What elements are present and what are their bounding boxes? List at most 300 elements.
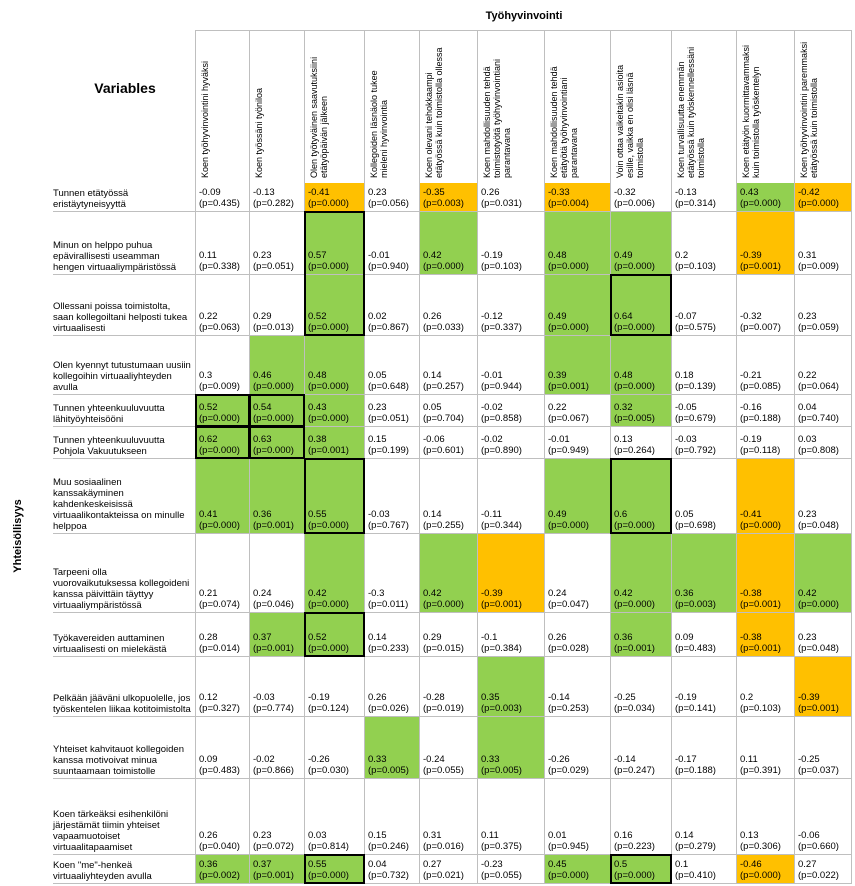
table-cell [305,459,364,533]
p-value: (p=0.009) [798,261,839,272]
correlation-value: 0.48 [548,250,567,261]
correlation-value: 0.43 [740,187,759,198]
p-value: (p=0.051) [368,413,409,424]
p-value: (p=0.483) [199,765,240,776]
correlation-value: 0.64 [614,311,633,322]
correlation-value: 0.05 [423,402,442,413]
p-value: (p=0.003) [423,198,464,209]
table-cell [420,212,477,274]
table-cell [795,779,851,854]
table-cell [611,275,671,335]
table-cell [196,613,249,656]
table-cell [611,427,671,458]
table-cell [545,395,610,426]
table-cell [737,336,794,394]
correlation-value: 0.27 [423,859,442,870]
table-cell [305,212,364,274]
p-value: (p=0.000) [798,599,839,610]
table-cell [420,534,477,612]
correlation-value: 0.12 [199,692,218,703]
correlation-value: -0.03 [368,509,390,520]
correlation-value: 0.26 [548,632,567,643]
p-value: (p=0.000) [548,322,589,333]
correlation-value: 0.63 [253,434,272,445]
table-cell [365,657,419,716]
p-value: (p=0.019) [423,703,464,714]
correlation-value: -0.02 [481,434,503,445]
p-value: (p=0.000) [308,643,349,654]
p-value: (p=0.033) [423,322,464,333]
correlation-value: -0.46 [740,859,762,870]
correlation-value: 0.23 [368,402,387,413]
p-value: (p=0.059) [798,322,839,333]
correlation-value: 0.23 [798,509,817,520]
correlation-value: 0.35 [481,692,500,703]
table-cell [611,395,671,426]
p-value: (p=0.000) [308,261,349,272]
table-cell [250,717,304,778]
table-cell [478,717,544,778]
p-value: (p=0.000) [253,445,294,456]
p-value: (p=0.000) [740,520,781,531]
correlation-value: -0.32 [614,187,636,198]
grid-line [794,30,795,884]
row-label: Tunnen yhteenkuuluvuutta Pohjola Vakuutukseen [53,435,165,457]
correlation-value: 0.36 [675,588,694,599]
p-value: (p=0.001) [308,445,349,456]
column-header: Koen työssäni työniloa [254,87,264,178]
table-cell [611,855,671,883]
correlation-value: -0.41 [308,187,330,198]
correlation-value: 0.36 [614,632,633,643]
p-value: (p=0.704) [423,413,464,424]
table-cell [420,427,477,458]
p-value: (p=0.253) [548,703,589,714]
p-value: (p=0.085) [740,381,781,392]
correlation-value: -0.28 [423,692,445,703]
correlation-value: 0.15 [368,434,387,445]
correlation-value: 0.29 [423,632,442,643]
correlation-value: 0.42 [614,588,633,599]
p-value: (p=0.247) [614,765,655,776]
correlation-value: -0.13 [253,187,275,198]
correlation-value: -0.38 [740,632,762,643]
p-value: (p=0.000) [308,198,349,209]
correlation-value: 0.33 [481,754,500,765]
table-cell [545,613,610,656]
correlation-value: -0.26 [308,754,330,765]
correlation-value: 0.23 [798,632,817,643]
correlation-value: 0.37 [253,859,272,870]
table-cell [611,779,671,854]
p-value: (p=0.391) [740,765,781,776]
correlation-value: -0.19 [740,434,762,445]
p-value: (p=0.047) [548,599,589,610]
table-cell [196,459,249,533]
column-header: Koen mahdollisuuden tehdä toimistotyötä työhyvinvointiani parantavana [482,58,512,178]
table-cell [365,855,419,883]
table-cell [305,336,364,394]
p-value: (p=0.001) [253,643,294,654]
correlation-value: -0.3 [368,588,385,599]
row-label: Ollessani poissa toimistolta, saan kollegoiltani helposti tukea virtuaalisesti [53,301,188,334]
table-cell [672,212,736,274]
p-value: (p=0.000) [423,261,464,272]
grid-line [477,30,478,884]
correlation-value: -0.19 [675,692,697,703]
table-cell [672,275,736,335]
correlation-value: 0.46 [253,370,272,381]
correlation-value: 0.22 [798,370,817,381]
table-cell [478,534,544,612]
correlation-value: 0.26 [481,187,500,198]
p-value: (p=0.338) [199,261,240,272]
p-value: (p=0.767) [368,520,409,531]
table-cell [365,395,419,426]
row-label: Muu sosiaalinen kanssakäyminen kahdenkeskeisissä virtuaalikontakteissa on minulle helppoa [53,477,185,532]
table-cell [545,212,610,274]
table-cell [478,336,544,394]
correlation-value: 0.02 [368,311,387,322]
p-value: (p=0.103) [675,261,716,272]
p-value: (p=0.698) [675,520,716,531]
p-value: (p=0.000) [199,445,240,456]
p-value: (p=0.000) [308,870,349,881]
correlation-value: -0.32 [740,311,762,322]
p-value: (p=0.344) [481,520,522,531]
p-value: (p=0.009) [199,381,240,392]
p-value: (p=0.048) [798,643,839,654]
table-cell [365,717,419,778]
correlation-value: -0.02 [481,402,503,413]
p-value: (p=0.575) [675,322,716,333]
p-value: (p=0.282) [253,198,294,209]
table-cell [672,613,736,656]
correlation-value: 0.21 [199,588,218,599]
table-cell [305,855,364,883]
table-cell [672,427,736,458]
table-cell [611,534,671,612]
correlation-value: 0.16 [614,830,633,841]
p-value: (p=0.051) [253,261,294,272]
table-cell [795,657,851,716]
table-cell [478,459,544,533]
table-cell [196,183,249,211]
p-value: (p=0.001) [740,643,781,654]
table-cell [305,183,364,211]
correlation-value: -0.02 [253,754,275,765]
p-value: (p=0.046) [253,599,294,610]
p-value: (p=0.660) [798,841,839,852]
p-value: (p=0.007) [740,322,781,333]
table-cell [611,657,671,716]
table-cell [420,395,477,426]
p-value: (p=0.040) [199,841,240,852]
p-value: (p=0.031) [481,198,522,209]
column-header: Koen työhyvinvointini hyväksi [200,60,210,178]
p-value: (p=0.021) [423,870,464,881]
grid-line [249,30,250,884]
correlation-value: 0.57 [308,250,327,261]
p-value: (p=0.000) [548,520,589,531]
p-value: (p=0.890) [481,445,522,456]
correlation-value: 0.33 [368,754,387,765]
table-cell [672,336,736,394]
p-value: (p=0.026) [368,703,409,714]
correlation-value: 0.42 [308,588,327,599]
table-cell [737,534,794,612]
correlation-value: 0.55 [308,859,327,870]
p-value: (p=0.944) [481,381,522,392]
correlation-value: 0.09 [199,754,218,765]
p-value: (p=0.001) [740,599,781,610]
p-value: (p=0.074) [199,599,240,610]
p-value: (p=0.732) [368,870,409,881]
table-cell [795,534,851,612]
correlation-value: 0.26 [199,830,218,841]
table-cell [611,183,671,211]
table-cell [545,657,610,716]
p-value: (p=0.064) [798,381,839,392]
correlation-value: 0.36 [199,859,218,870]
p-value: (p=0.103) [481,261,522,272]
table-cell [737,275,794,335]
correlation-value: -0.13 [675,187,697,198]
correlation-value: 0.49 [614,250,633,261]
p-value: (p=0.648) [368,381,409,392]
p-value: (p=0.483) [675,643,716,654]
correlation-value: 0.22 [548,402,567,413]
correlation-value: -0.38 [740,588,762,599]
table-cell [545,427,610,458]
p-value: (p=0.867) [368,322,409,333]
table-cell [420,855,477,883]
p-value: (p=0.384) [481,643,522,654]
p-value: (p=0.003) [675,599,716,610]
p-value: (p=0.264) [614,445,655,456]
table-cell [250,275,304,335]
table-cell [196,336,249,394]
table-cell [545,855,610,883]
correlation-value: 0.42 [798,588,817,599]
p-value: (p=0.314) [675,198,716,209]
correlation-value: -0.14 [548,692,570,703]
correlation-value: 0.18 [675,370,694,381]
p-value: (p=0.003) [481,703,522,714]
correlation-value: 0.37 [253,632,272,643]
p-value: (p=0.029) [548,765,589,776]
correlation-value: 0.48 [308,370,327,381]
p-value: (p=0.375) [481,841,522,852]
table-cell [365,534,419,612]
table-cell [545,275,610,335]
row-label: Yhteiset kahvitauot kollegoiden kanssa motivoivat minua suuntaamaan toimistolle [53,744,184,777]
correlation-value: -0.01 [481,370,503,381]
correlation-value: 0.32 [614,402,633,413]
table-cell [545,459,610,533]
p-value: (p=0.001) [253,870,294,881]
table-cell [737,855,794,883]
table-cell [305,534,364,612]
table-cell [305,779,364,854]
table-cell [365,459,419,533]
table-cell [250,183,304,211]
correlation-value: -0.35 [423,187,445,198]
correlation-value: 0.11 [481,830,499,841]
p-value: (p=0.055) [423,765,464,776]
p-value: (p=0.030) [308,765,349,776]
correlation-value: 0.05 [675,509,694,520]
table-cell [737,613,794,656]
correlation-value: 0.04 [368,859,387,870]
correlation-value: 0.03 [308,830,327,841]
p-value: (p=0.072) [253,841,294,852]
table-cell [305,717,364,778]
correlation-value: -0.17 [675,754,697,765]
table-cell [196,779,249,854]
p-value: (p=0.000) [740,870,781,881]
p-value: (p=0.949) [548,445,589,456]
correlation-value: -0.09 [199,187,221,198]
p-value: (p=0.013) [253,322,294,333]
p-value: (p=0.001) [481,599,522,610]
correlation-value: 0.23 [253,250,272,261]
p-value: (p=0.940) [368,261,409,272]
table-cell [250,212,304,274]
p-value: (p=0.279) [675,841,716,852]
table-cell [196,427,249,458]
table-cell [420,613,477,656]
table-cell [611,717,671,778]
p-value: (p=0.056) [368,198,409,209]
table-cell [795,275,851,335]
p-value: (p=0.034) [614,703,655,714]
p-value: (p=0.124) [308,703,349,714]
p-value: (p=0.255) [423,520,464,531]
table-cell [478,779,544,854]
p-value: (p=0.000) [199,413,240,424]
correlation-value: -0.01 [548,434,570,445]
correlation-value: 0.04 [798,402,817,413]
p-value: (p=0.000) [548,261,589,272]
correlation-value: -0.11 [481,509,502,520]
table-cell [545,336,610,394]
p-value: (p=0.188) [740,413,781,424]
table-cell [478,183,544,211]
p-value: (p=0.000) [199,520,240,531]
correlation-value: 0.31 [423,830,442,841]
p-value: (p=0.000) [614,520,655,531]
correlation-value: 0.11 [199,250,217,261]
correlation-value: 0.38 [308,434,327,445]
correlation-value: 0.26 [368,692,387,703]
p-value: (p=0.246) [368,841,409,852]
correlation-value: 0.15 [368,830,387,841]
p-value: (p=0.337) [481,322,522,333]
grid-line [671,30,672,884]
grid-line [364,30,365,884]
p-value: (p=0.004) [548,198,589,209]
row-label: Tunnen yhteenkuuluvuutta lähityöyhteisööni [53,403,165,425]
correlation-value: 0.52 [199,402,218,413]
row-group-label: Yhteisöllisyys [12,499,24,573]
table-cell [420,717,477,778]
table-cell [545,534,610,612]
row-label: Pelkään jääväni ulkopuolelle, jos työskentelen liikaa kotitoimistolta [53,693,191,715]
correlation-value: 0.27 [798,859,817,870]
table-cell [420,336,477,394]
correlation-value: -0.23 [481,859,503,870]
table-cell [737,212,794,274]
p-value: (p=0.306) [740,841,781,852]
p-value: (p=0.028) [548,643,589,654]
p-value: (p=0.792) [675,445,716,456]
p-value: (p=0.048) [798,520,839,531]
p-value: (p=0.001) [253,520,294,531]
table-cell [365,779,419,854]
table-cell [478,657,544,716]
correlation-value: -0.06 [798,830,820,841]
table-cell [672,717,736,778]
p-value: (p=0.001) [614,643,655,654]
table-cell [250,855,304,883]
p-value: (p=0.022) [798,870,839,881]
p-value: (p=0.000) [308,520,349,531]
column-header: Olen työtyväinen saavutuksiini etätyöpäivän jälkeen [309,56,329,178]
correlation-value: 0.52 [308,311,327,322]
p-value: (p=0.000) [740,198,781,209]
table-cell [737,427,794,458]
correlation-value: 0.3 [199,370,213,381]
p-value: (p=0.118) [740,445,781,456]
p-value: (p=0.601) [423,445,464,456]
p-value: (p=0.000) [423,599,464,610]
column-header: Kollegoiden läsnäolo tukee mieleni hyvinvointia [369,70,389,178]
correlation-value: 0.11 [740,754,758,765]
correlation-value: 0.24 [548,588,567,599]
p-value: (p=0.067) [548,413,589,424]
variables-header: Variables [94,80,156,96]
p-value: (p=0.001) [798,703,839,714]
table-cell [420,779,477,854]
table-cell [737,395,794,426]
correlation-value: -0.25 [798,754,820,765]
table-cell [478,275,544,335]
p-value: (p=0.257) [423,381,464,392]
table-cell [672,779,736,854]
p-value: (p=0.015) [423,643,464,654]
grid-line [544,30,545,884]
table-cell [611,212,671,274]
p-value: (p=0.000) [308,322,349,333]
correlation-value: 0.6 [614,509,628,520]
correlation-value: -0.19 [308,692,330,703]
correlation-value: -0.1 [481,632,498,643]
table-cell [305,613,364,656]
p-value: (p=0.188) [675,765,716,776]
correlation-value: 0.49 [548,509,567,520]
table-cell [305,427,364,458]
p-value: (p=0.000) [308,599,349,610]
p-value: (p=0.808) [798,445,839,456]
correlation-value: 0.29 [253,311,272,322]
correlation-value: 0.42 [423,588,442,599]
table-cell [795,336,851,394]
correlation-value: -0.41 [740,509,762,520]
correlation-value: -0.33 [548,187,570,198]
correlation-value: 0.28 [199,632,218,643]
grid-line [53,883,852,884]
